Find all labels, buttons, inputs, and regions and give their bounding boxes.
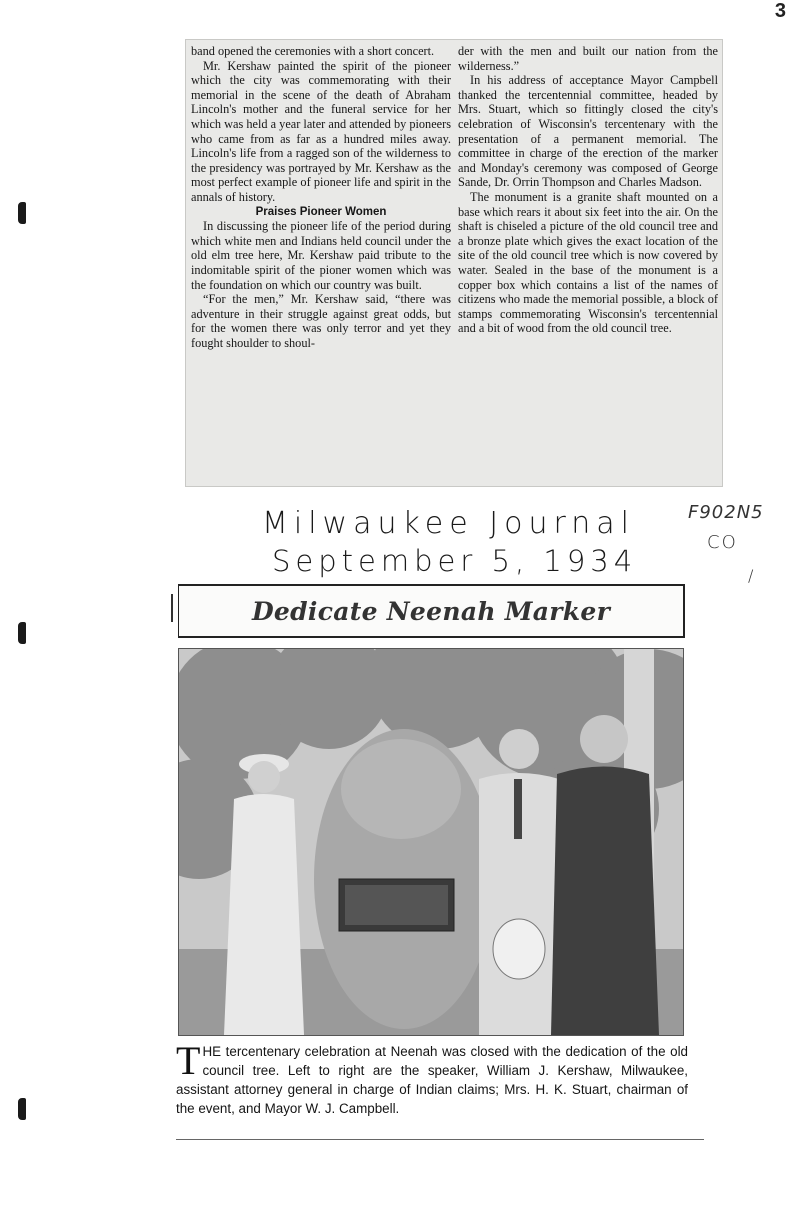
handwritten-source: Milwaukee Journal [262,506,635,541]
right-column [458,44,718,336]
caption-border [176,1139,704,1140]
paragraph: “For the men,” Mr. Kershaw said, “there was adventure in their struggle against great odds, but for the women there was only terror and yet they fought shoulder to shoul- [191,292,451,350]
paragraph: In his address of acceptance Mayor Campbell thanked the tercentennial committee, headed by Mrs. Stuart, which so fittingly closed the city's celebration of Wisconsin's tercentenary with the presentation of a permanent memorial. The committee in charge of the erection of the marker and Monday's ceremony was composed of George Sande, Dr. Orrin Thompson and Charles Madson. [458,73,718,190]
article-continuation-clipping [186,40,722,486]
monument-stone [314,729,494,1029]
paragraph: The monument is a granite shaft mounted on a base which rears it about six feet into the air. On the shaft is chiseled a picture of the old council tree and a bronze plate which gives the exact location of the site of the old council tree which is now covered by water. Sealed in the base of the monument is a copper box which contains a list of the names of citizens who made the memorial possible, a block of stamps commemorating Wisconsin's tercentennial and a bit of wood from the old council tree. [458,189,718,336]
page-number: 3 [774,0,786,22]
paragraph: band opened the ceremonies with a short concert. [191,44,435,58]
binder-hole-middle [18,622,26,644]
photo-illustration [179,649,683,1035]
headline-rule [171,594,173,622]
headline: Dedicate Neenah Marker [251,596,611,626]
handwritten-ref-code: F902N5 [688,502,764,523]
handwritten-date: September 5, 1934 [272,544,638,578]
subheading: Praises Pioneer Women [255,205,387,218]
headline-box [178,584,685,638]
handwritten-ref-sub: CO [707,532,738,553]
paragraph: In discussing the pioneer life of the period during which white men and Indians held council under the old elm tree here, Mr. Kershaw paid tribute to the indomitable spirit of the pioner women which was the foundation on which our country was built. [191,219,451,292]
photo-clipping [168,582,700,1140]
handwritten-ref-mark: / [748,566,758,585]
caption-text: HE tercentenary celebration at Neenah was closed with the dedication of the old council tree. Left to right are the speaker, William J. Kershaw, Milwaukee, assistant attorney general in charge of Indian claims; Mrs. H. K. Stuart, chairman of the event, and Mayor W. J. Campbell. [176,1044,688,1116]
dedication-photo [178,648,684,1036]
paragraph: der with the men and built our nation from the wilderness.” [458,44,718,73]
binder-hole-bottom [18,1098,26,1120]
paragraph: Mr. Kershaw painted the spirit of the pioneer which the city was commemorating with their memorial in the scene of the death of Abraham Lincoln's mother and the funeral service for her which was held a year later and attended by pioneers who came from as far as a hundred miles away. Lincoln's life from a ragged son of the wilderness to the presidency was portrayed by Mr. Kershaw as the most perfect example of pioneer life and spirit in the annals of history. [191,58,451,204]
photo-caption [176,1038,688,1118]
binder-hole-top [18,202,26,224]
caption-dropcap: T [176,1038,201,1083]
left-column [191,44,451,350]
